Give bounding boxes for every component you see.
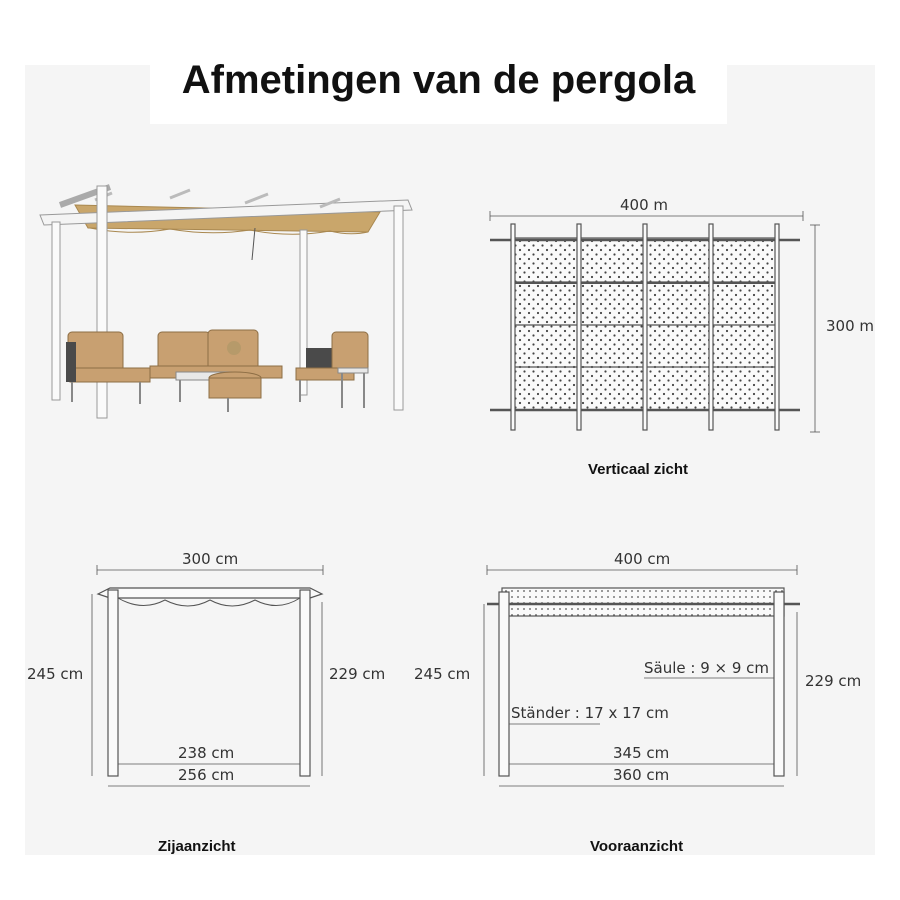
side-width-label: 300 cm xyxy=(182,550,239,568)
stand-size-label: Ständer : 17 x 17 cm xyxy=(511,704,669,722)
side-height-right-label: 229 cm xyxy=(329,665,386,683)
side-inner-width-label: 238 cm xyxy=(178,744,235,762)
top-width-label: 400 m xyxy=(620,196,669,214)
front-height-left-label: 245 cm xyxy=(414,665,471,683)
page-title: Afmetingen van de pergola xyxy=(181,58,696,102)
side-height-left-label: 245 cm xyxy=(27,665,84,683)
front-outer-width-label: 360 cm xyxy=(613,766,670,784)
front-view-caption: Vooraanzicht xyxy=(590,838,684,855)
front-inner-width-label: 345 cm xyxy=(613,744,670,762)
post xyxy=(97,186,107,418)
post-size-label: Säule : 9 × 9 cm xyxy=(644,659,770,677)
top-depth-label: 300 m xyxy=(826,317,875,335)
front-height-right-label: 229 cm xyxy=(805,672,862,690)
top-view-drawing xyxy=(490,211,820,432)
front-width-label: 400 cm xyxy=(614,550,671,568)
post xyxy=(394,206,403,410)
side-view-caption: Zijaanzicht xyxy=(158,838,236,855)
post xyxy=(52,222,60,400)
side-outer-width-label: 256 cm xyxy=(178,766,235,784)
pergola-photo xyxy=(40,186,412,418)
top-view-caption: Verticaal zicht xyxy=(588,461,689,478)
